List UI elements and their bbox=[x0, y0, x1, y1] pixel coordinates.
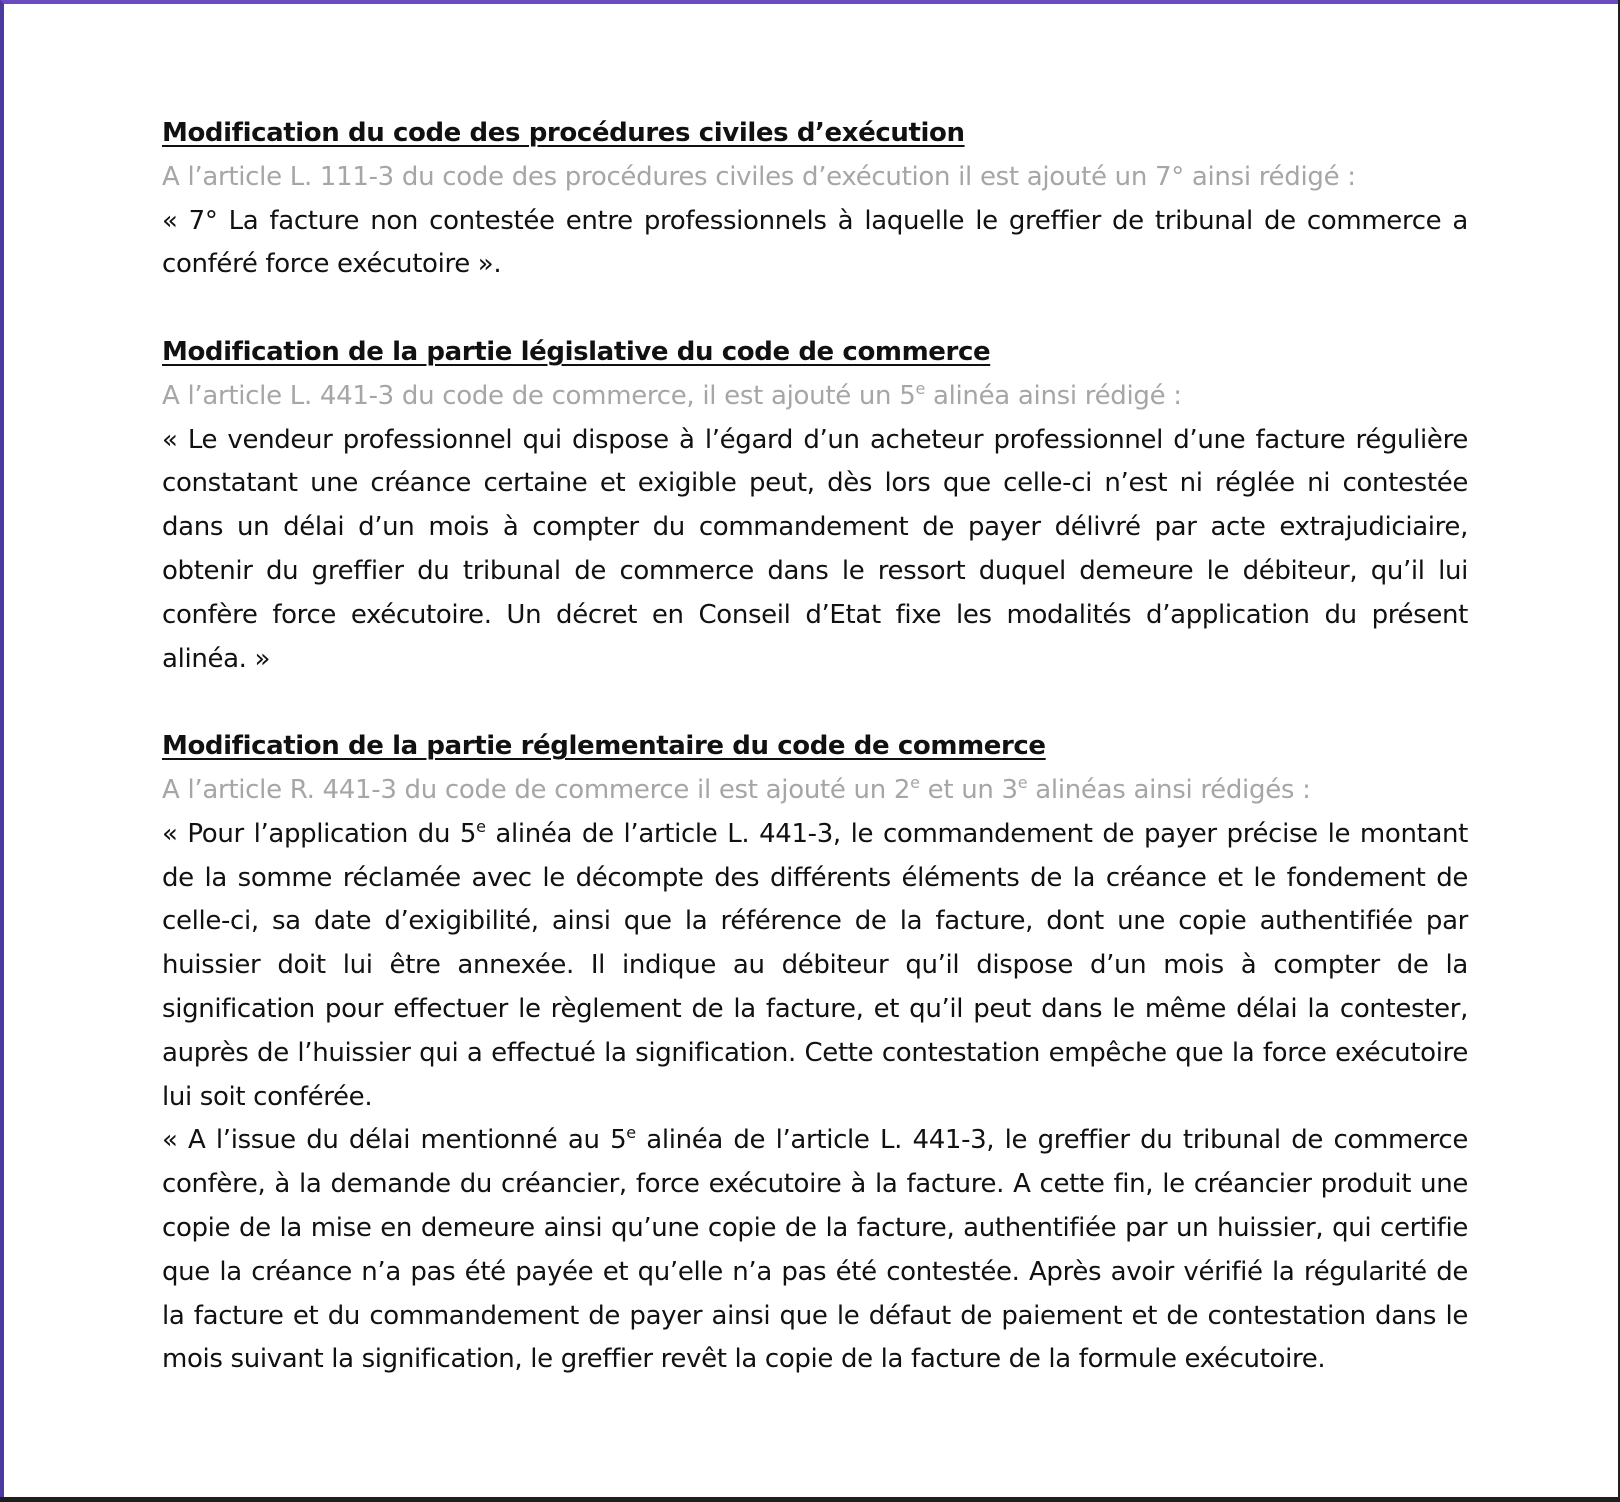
section-heading: Modification de la partie législative du code de commerce bbox=[162, 336, 991, 367]
section-intro bbox=[162, 769, 1468, 813]
superscript: e bbox=[476, 816, 486, 836]
quoted-paragraph bbox=[162, 1119, 1468, 1382]
section-intro bbox=[162, 375, 1468, 419]
intro-text: alinéa ainsi rédigé : bbox=[924, 380, 1182, 411]
paragraph-text: alinéa de l’article L. 441-3, le commandement de payer précise le montant de la somme réclamée avec le décompte des différents éléments de la créance et le fondement de celle-ci, sa date d’exigibilité, ainsi que la référence de la facture, dont une copie authentifiée par huissier doit lui être annexée. Il indique au débiteur qu’il dispose d’un mois à compter de la signification pour effectuer le règlement de la facture, et qu’il peut dans le même délai la contester, auprès de l’huissier qui a effectué la signification. Cette contestation empêche que la force exécutoire lui soit conférée. bbox=[162, 818, 1468, 1112]
superscript: e bbox=[626, 1123, 636, 1143]
superscript: e bbox=[1017, 772, 1028, 792]
document-body bbox=[162, 112, 1468, 1426]
intro-text: alinéas ainsi rédigés : bbox=[1027, 774, 1311, 805]
paragraph-text: alinéa de l’article L. 441-3, le greffier du tribunal de commerce confère, à la demande du créancier, force exécutoire à la facture. A cette fin, le créancier produit une copie de la mise en demeure ainsi qu’une copie de la facture, authentifiée par un huissier, qui certifie que la créance n’a pas été payée et qu’elle n’a pas été contestée. Après avoir vérifié la régularité de la facture et du commandement de payer ainsi que le défaut de paiement et de contestation dans le mois suivant la signification, le greffier revêt la copie de la facture de la formule exécutoire. bbox=[162, 1125, 1468, 1375]
quoted-paragraph: « Le vendeur professionnel qui dispose à l’égard d’un acheteur professionnel d’une facture régulière constatant une créance certaine et exigible peut, dès lors que celle-ci n’est ni réglée ni contestée dans un délai d’un mois à compter du commandement de payer délivré par acte extrajudiciaire, obtenir du greffier du tribunal de commerce dans le ressort duquel demeure le débiteur, qu’il lui confère force exécutoire. Un décret en Conseil d’Etat fixe les modalités d’application du présent alinéa. » bbox=[162, 424, 1468, 674]
section-partie-legislative bbox=[162, 331, 1468, 681]
intro-text: et un 3 bbox=[919, 774, 1018, 805]
quoted-paragraph bbox=[162, 813, 1468, 1120]
section-heading: Modification du code des procédures civiles d’exécution bbox=[162, 118, 965, 148]
superscript: e bbox=[915, 378, 925, 398]
quoted-paragraph: « 7° La facture non contestée entre professionnels à laquelle le greffier de tribunal de commerce a conféré force exécutoire ». bbox=[162, 205, 1468, 280]
superscript: e bbox=[910, 772, 920, 792]
intro-text: A l’article L. 441-3 du code de commerce, il est ajouté un 5 bbox=[162, 380, 916, 411]
section-heading: Modification de la partie réglementaire du code de commerce bbox=[162, 731, 1046, 762]
paragraph-text: « Pour l’application du 5 bbox=[162, 818, 477, 849]
section-partie-reglementaire bbox=[162, 725, 1468, 1382]
paragraph-text: « A l’issue du délai mentionné au 5 bbox=[162, 1125, 627, 1156]
section-intro: A l’article L. 111-3 du code des procédures civiles d’exécution il est ajouté un 7° ainsi rédigé : bbox=[162, 161, 1356, 192]
intro-text: A l’article R. 441-3 du code de commerce il est ajouté un 2 bbox=[162, 774, 911, 805]
section-procedures-civiles bbox=[162, 112, 1468, 287]
